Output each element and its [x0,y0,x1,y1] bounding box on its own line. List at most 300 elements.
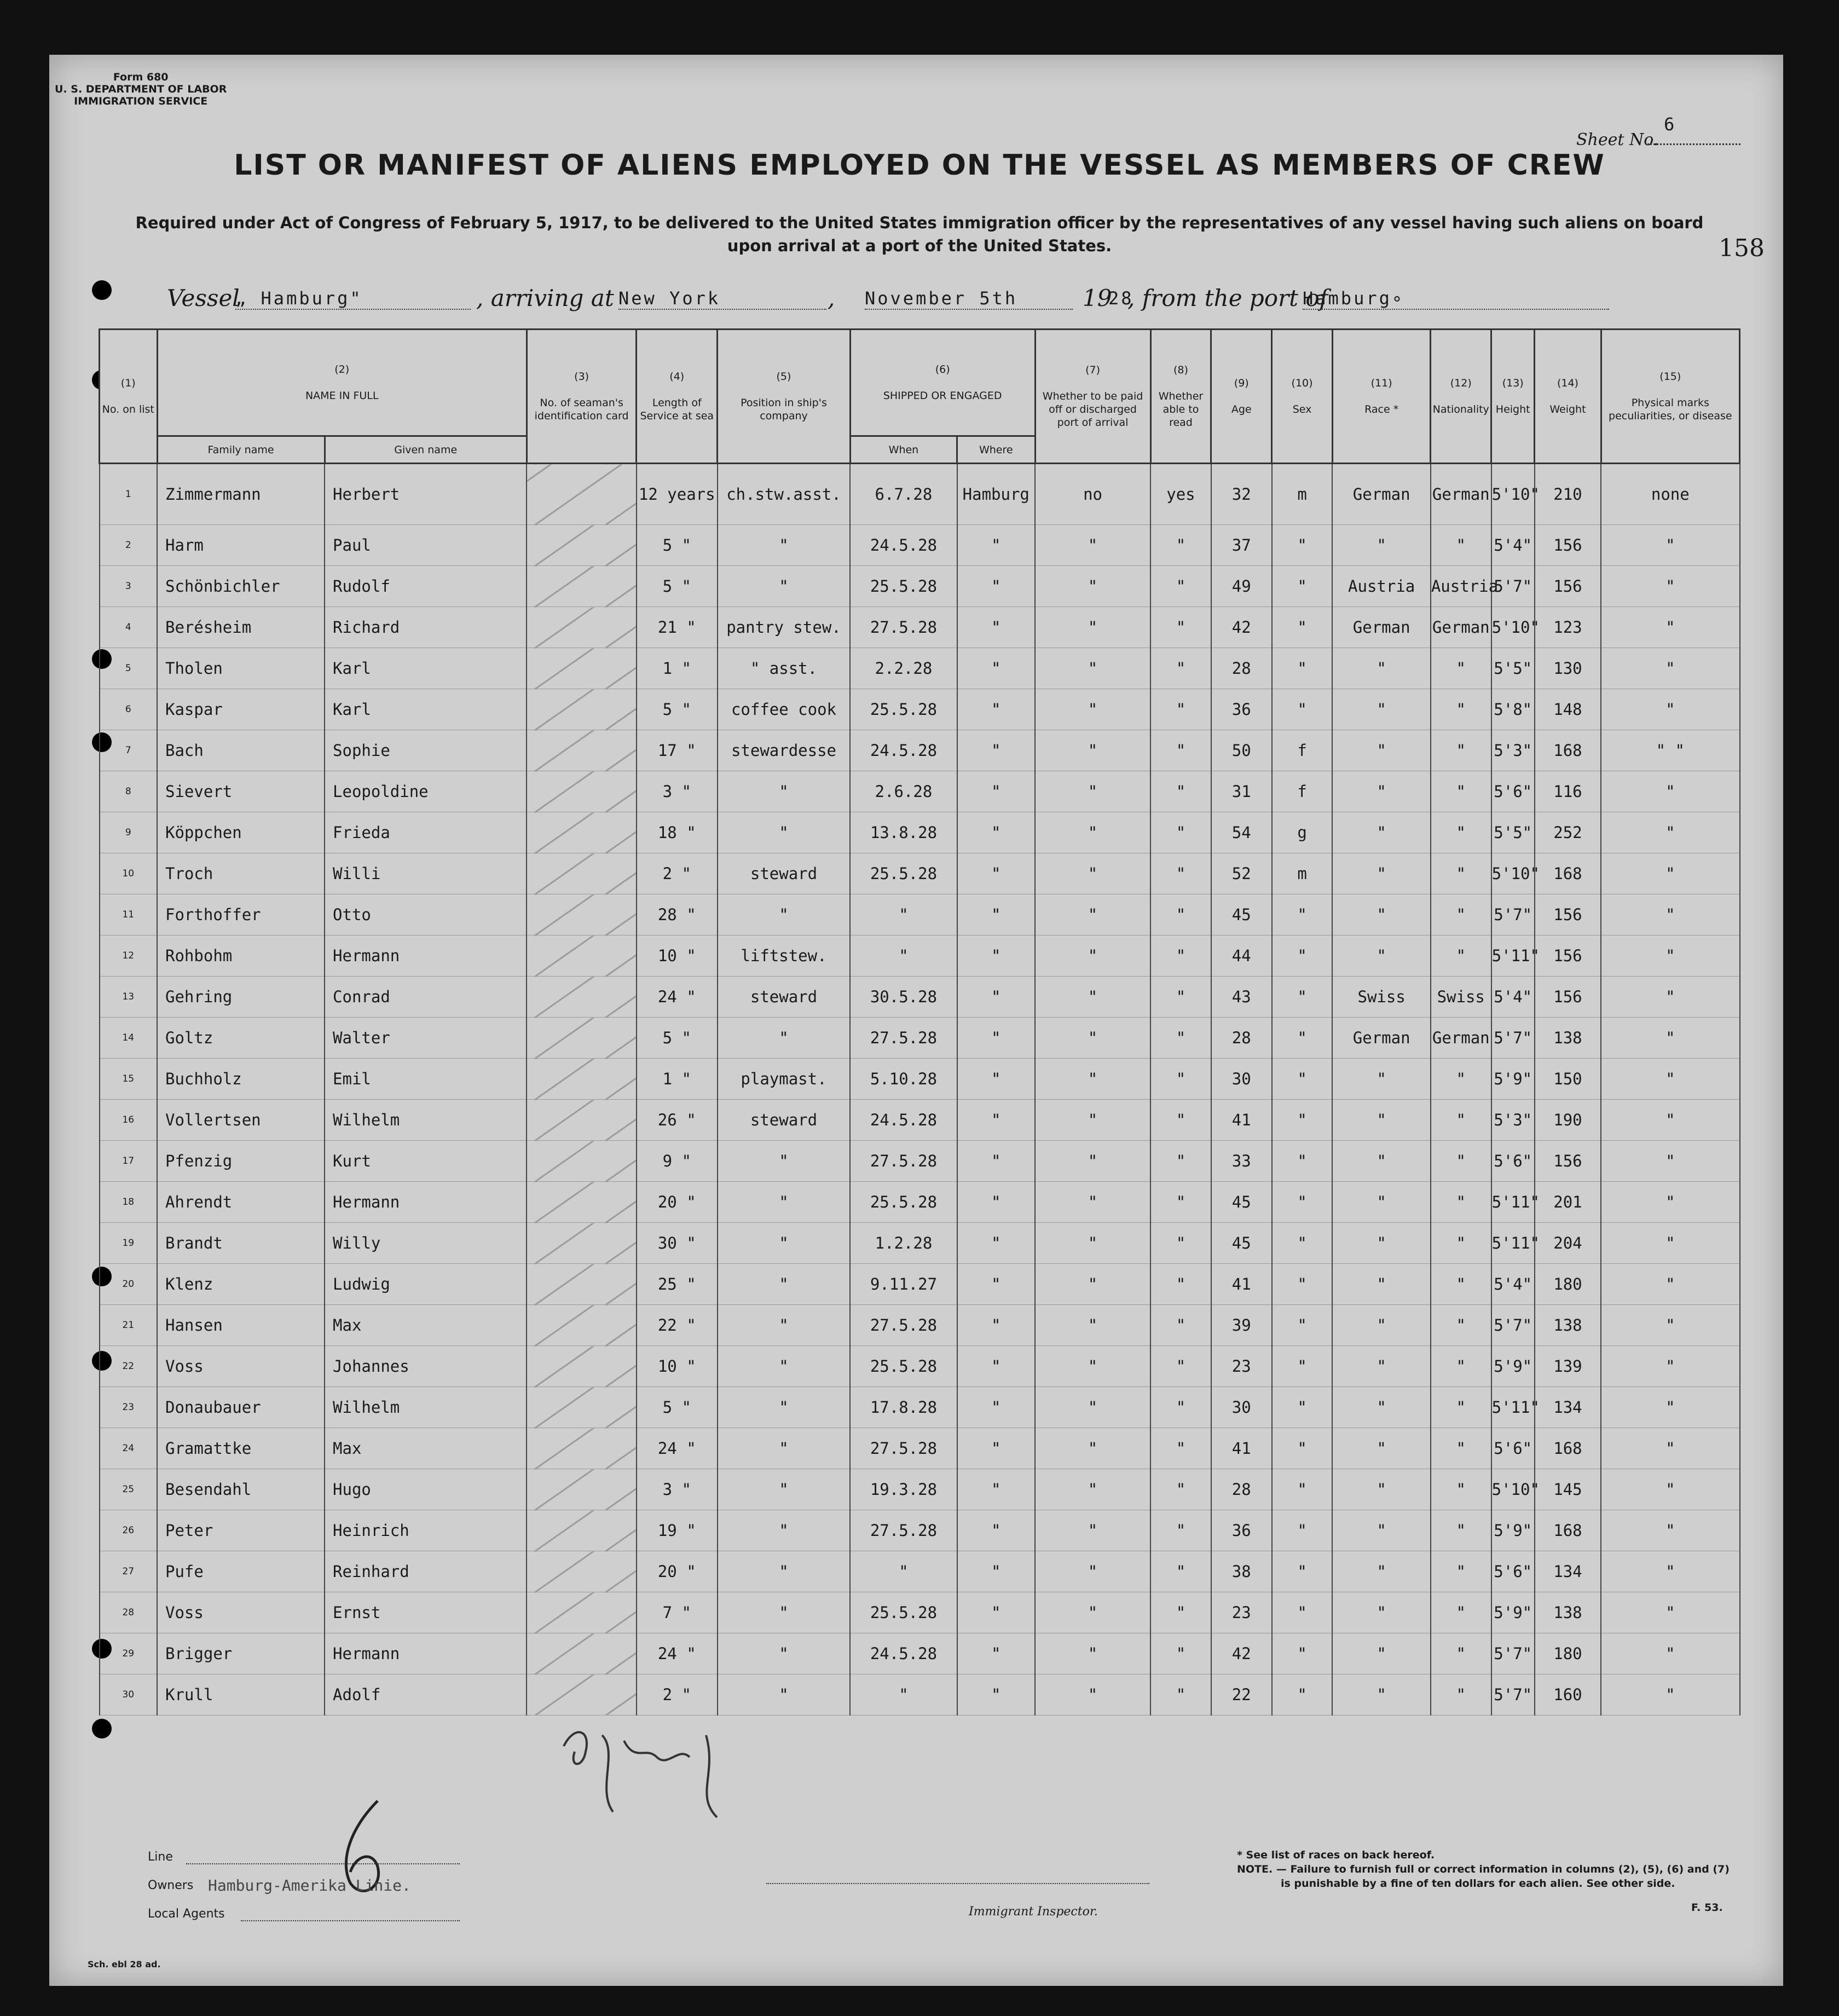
able-to-read-cell: " [1150,1387,1211,1428]
paid-off-cell: " [1035,1018,1150,1059]
header-given-name: Given name [325,436,527,464]
nationality-cell: German [1431,1018,1491,1059]
shipped-where-cell: " [957,1592,1035,1633]
weight-cell: 138 [1535,1592,1601,1633]
position-cell: steward [718,1100,851,1141]
nationality-cell: " [1431,1059,1491,1100]
paid-off-cell: " [1035,1469,1150,1510]
shipped-where-cell: " [957,1551,1035,1592]
height-cell: 5'6" [1491,1141,1535,1182]
given-name-cell: Karl [325,689,527,730]
able-to-read-cell: " [1150,1469,1211,1510]
weight-cell: 150 [1535,1059,1601,1100]
family-name-cell: Donaubauer [157,1387,325,1428]
position-cell: " [718,1018,851,1059]
service-length-cell: 9 " [637,1141,718,1182]
id-card-mark-cell [527,1469,637,1510]
family-name-cell: Bach [157,730,325,771]
header-shipped: (6) SHIPPED OR ENGAGED [850,330,1035,436]
table-row [100,566,1740,607]
able-to-read-cell: " [1150,1182,1211,1223]
service-length-cell: 24 " [637,1428,718,1469]
paid-off-cell: " [1035,648,1150,689]
shipped-where-cell: " [957,1387,1035,1428]
race-cell: " [1332,1592,1430,1633]
shipped-when-cell: 25.5.28 [850,1592,957,1633]
row-number-cell: 21 [100,1305,158,1346]
position-cell: " [718,771,851,812]
shipped-when-cell: 24.5.28 [850,730,957,771]
race-cell: " [1332,1633,1430,1674]
id-card-mark-cell [527,1018,637,1059]
physical-marks-cell: " [1601,1428,1739,1469]
physical-marks-cell: " [1601,935,1739,977]
id-card-mark-cell [527,1551,637,1592]
age-cell: 30 [1211,1059,1272,1100]
family-name-cell: Harm [157,525,325,566]
shipped-when-cell: 27.5.28 [850,1305,957,1346]
header-service: (4) Length of Service at sea [637,330,718,464]
sex-cell: " [1272,935,1333,977]
position-cell: stewardesse [718,730,851,771]
height-cell: 5'11" [1491,1182,1535,1223]
family-name-cell: Vollertsen [157,1100,325,1141]
shipped-when-cell: 19.3.28 [850,1469,957,1510]
sex-cell: f [1272,730,1333,771]
able-to-read-cell: " [1150,1428,1211,1469]
nationality-cell: German [1431,607,1491,648]
able-to-read-cell: " [1150,853,1211,894]
weight-cell: 204 [1535,1223,1601,1264]
race-cell: " [1332,894,1430,935]
race-cell: " [1332,1223,1430,1264]
shipped-where-cell: " [957,812,1035,853]
service-length-cell: 17 " [637,730,718,771]
row-number-cell: 3 [100,566,158,607]
family-name-cell: Krull [157,1674,325,1715]
race-cell: " [1332,1059,1430,1100]
nationality-cell: Austria [1431,566,1491,607]
row-number-cell: 26 [100,1510,158,1551]
race-cell: German [1332,1018,1430,1059]
paid-off-cell: " [1035,1141,1150,1182]
race-cell: " [1332,689,1430,730]
position-cell: " [718,566,851,607]
sheet-underline [1647,143,1740,145]
table-row [100,1469,1740,1510]
header-age: (9) Age [1211,330,1272,464]
nationality-cell: " [1431,1141,1491,1182]
row-number-cell: 28 [100,1592,158,1633]
paid-off-cell: " [1035,1182,1150,1223]
family-name-cell: Buchholz [157,1059,325,1100]
weight-cell: 180 [1535,1264,1601,1305]
height-cell: 5'5" [1491,812,1535,853]
able-to-read-cell: " [1150,1264,1211,1305]
nationality-cell: " [1431,1346,1491,1387]
paid-off-cell: " [1035,1305,1150,1346]
age-cell: 49 [1211,566,1272,607]
sex-cell: " [1272,566,1333,607]
able-to-read-cell: " [1150,1223,1211,1264]
sheet-label: Sheet No. [1576,130,1659,149]
age-cell: 54 [1211,812,1272,853]
physical-marks-cell: " [1601,1264,1739,1305]
race-cell: " [1332,1305,1430,1346]
position-cell: " [718,1674,851,1715]
height-cell: 5'11" [1491,1223,1535,1264]
able-to-read-cell: " [1150,812,1211,853]
id-card-mark-cell [527,812,637,853]
header-read: (8) Whether able to read [1150,330,1211,464]
physical-marks-cell: " [1601,1141,1739,1182]
row-number-cell: 20 [100,1264,158,1305]
family-name-cell: Klenz [157,1264,325,1305]
row-number-cell: 25 [100,1469,158,1510]
height-cell: 5'10" [1491,607,1535,648]
service-length-cell: 5 " [637,689,718,730]
able-to-read-cell: " [1150,1551,1211,1592]
line-field [186,1863,460,1864]
shipped-when-cell: 27.5.28 [850,1510,957,1551]
physical-marks-cell: " [1601,689,1739,730]
paid-off-cell: " [1035,1633,1150,1674]
shipped-where-cell: " [957,1674,1035,1715]
id-card-mark-cell [527,1387,637,1428]
given-name-cell: Hermann [325,1633,527,1674]
sex-cell: " [1272,1428,1333,1469]
sex-cell: f [1272,771,1333,812]
nationality-cell: " [1431,1305,1491,1346]
shipped-when-cell: 9.11.27 [850,1264,957,1305]
shipped-where-cell: Hamburg [957,464,1035,525]
family-name-cell: Ahrendt [157,1182,325,1223]
weight-cell: 156 [1535,525,1601,566]
paid-off-cell: " [1035,771,1150,812]
position-cell: " [718,1182,851,1223]
shipped-when-cell: 17.8.28 [850,1387,957,1428]
race-cell: " [1332,1674,1430,1715]
weight-cell: 148 [1535,689,1601,730]
table-row [100,648,1740,689]
able-to-read-cell: " [1150,1592,1211,1633]
service-length-cell: 10 " [637,935,718,977]
arriving-label: , arriving at [476,285,614,311]
id-card-mark-cell [527,1346,637,1387]
id-card-mark-cell [527,853,637,894]
age-cell: 37 [1211,525,1272,566]
shipped-when-cell: 1.2.28 [850,1223,957,1264]
position-cell: " [718,1469,851,1510]
paid-off-cell: " [1035,1100,1150,1141]
physical-marks-cell: " [1601,648,1739,689]
sex-cell: m [1272,464,1333,525]
shipped-when-cell: 25.5.28 [850,853,957,894]
row-number-cell: 19 [100,1223,158,1264]
table-row [100,1633,1740,1674]
age-cell: 41 [1211,1428,1272,1469]
physical-marks-cell: " [1601,1551,1739,1592]
position-cell: coffee cook [718,689,851,730]
shipped-where-cell: " [957,1305,1035,1346]
nationality-cell: Swiss [1431,977,1491,1018]
header-sex: (10) Sex [1272,330,1333,464]
given-name-cell: Sophie [325,730,527,771]
comma: , [828,285,835,311]
id-card-mark-cell [527,1305,637,1346]
race-cell: " [1332,771,1430,812]
position-cell: ch.stw.asst. [718,464,851,525]
row-number-cell: 8 [100,771,158,812]
race-cell: " [1332,935,1430,977]
table-row [100,1264,1740,1305]
service-length-cell: 1 " [637,1059,718,1100]
physical-marks-cell: " " [1601,730,1739,771]
id-card-mark-cell [527,730,637,771]
header-height: (13) Height [1491,330,1535,464]
weight-cell: 123 [1535,607,1601,648]
race-cell: " [1332,730,1430,771]
position-cell: " [718,1510,851,1551]
shipped-where-cell: " [957,1141,1035,1182]
height-cell: 5'10" [1491,1469,1535,1510]
position-cell: " [718,1305,851,1346]
family-name-cell: Tholen [157,648,325,689]
race-cell: Swiss [1332,977,1430,1018]
physical-marks-cell: " [1601,977,1739,1018]
nationality-cell: " [1431,1264,1491,1305]
table-row [100,1346,1740,1387]
position-cell: " [718,1141,851,1182]
table-row [100,1141,1740,1182]
nationality-cell: " [1431,812,1491,853]
agents-field [241,1920,460,1921]
family-name-cell: Forthoffer [157,894,325,935]
service-length-cell: 25 " [637,1264,718,1305]
table-row [100,1592,1740,1633]
row-number-cell: 18 [100,1182,158,1223]
sex-cell: " [1272,1141,1333,1182]
able-to-read-cell: " [1150,689,1211,730]
paid-off-cell: " [1035,525,1150,566]
family-name-cell: Zimmermann [157,464,325,525]
race-cell: " [1332,648,1430,689]
height-cell: 5'7" [1491,566,1535,607]
service: IMMIGRATION SERVICE [74,95,208,107]
year-suffix: 28 [1108,288,1134,309]
sex-cell: " [1272,1592,1333,1633]
table-row [100,1223,1740,1264]
height-cell: 5'9" [1491,1059,1535,1100]
weight-cell: 116 [1535,771,1601,812]
sex-cell: m [1272,853,1333,894]
family-name-cell: Kaspar [157,689,325,730]
paid-off-cell: " [1035,1059,1150,1100]
row-number-cell: 30 [100,1674,158,1715]
height-cell: 5'3" [1491,730,1535,771]
family-name-cell: Pufe [157,1551,325,1592]
age-cell: 28 [1211,1018,1272,1059]
weight-cell: 156 [1535,1141,1601,1182]
service-length-cell: 7 " [637,1592,718,1633]
paid-off-cell: " [1035,730,1150,771]
footer-line-label: Line [148,1850,173,1864]
shipped-where-cell: " [957,607,1035,648]
given-name-cell: Herbert [325,464,527,525]
age-cell: 39 [1211,1305,1272,1346]
service-length-cell: 28 " [637,894,718,935]
given-name-cell: Max [325,1428,527,1469]
table-row [100,730,1740,771]
row-number-cell: 7 [100,730,158,771]
physical-marks-cell: " [1601,1592,1739,1633]
nationality-cell: " [1431,689,1491,730]
given-name-cell: Heinrich [325,1510,527,1551]
physical-marks-cell: " [1601,1182,1739,1223]
sex-cell: " [1272,1059,1333,1100]
table-row [100,525,1740,566]
age-cell: 50 [1211,730,1272,771]
family-name-cell: Brandt [157,1223,325,1264]
position-cell: " [718,1551,851,1592]
height-cell: 5'10" [1491,853,1535,894]
physical-marks-cell: " [1601,771,1739,812]
position-cell: " [718,1387,851,1428]
age-cell: 28 [1211,648,1272,689]
able-to-read-cell: " [1150,607,1211,648]
shipped-when-cell: 25.5.28 [850,1182,957,1223]
shipped-when-cell: 2.2.28 [850,648,957,689]
footer-agents-label: Local Agents [148,1907,225,1921]
shipped-when-cell: " [850,935,957,977]
year-prefix: 19 [1083,285,1112,311]
family-name-cell: Schönbichler [157,566,325,607]
able-to-read-cell: " [1150,935,1211,977]
given-name-cell: Ludwig [325,1264,527,1305]
shipped-where-cell: " [957,894,1035,935]
table-row [100,1674,1740,1715]
nationality-cell: " [1431,1551,1491,1592]
id-card-mark-cell [527,935,637,977]
header-when: When [850,436,957,464]
id-card-mark-cell [527,1674,637,1715]
weight-cell: 252 [1535,812,1601,853]
position-cell: " [718,894,851,935]
id-card-mark-cell [527,1510,637,1551]
physical-marks-cell: " [1601,1018,1739,1059]
able-to-read-cell: " [1150,648,1211,689]
height-cell: 5'7" [1491,894,1535,935]
sex-cell: " [1272,689,1333,730]
subtitle-line-2: upon arrival at a port of the United States. [727,236,1112,255]
table-row [100,1018,1740,1059]
row-number-cell: 10 [100,853,158,894]
position-cell: " [718,1264,851,1305]
age-cell: 32 [1211,464,1272,525]
race-cell: " [1332,1141,1430,1182]
form-number: Form 680 [113,71,169,83]
sex-cell: " [1272,1100,1333,1141]
given-name-cell: Wilhelm [325,1387,527,1428]
shipped-where-cell: " [957,730,1035,771]
able-to-read-cell: " [1150,1059,1211,1100]
shipped-when-cell: 6.7.28 [850,464,957,525]
family-name-cell: Besendahl [157,1469,325,1510]
shipped-when-cell: " [850,1674,957,1715]
row-number-cell: 5 [100,648,158,689]
subtitle-line-1: Required under Act of Congress of February 5, 1917, to be delivered to the United States immigration officer by the representatives of any vessel having such aliens on board [135,213,1704,232]
weight-cell: 210 [1535,464,1601,525]
shipped-where-cell: " [957,1633,1035,1674]
service-length-cell: 22 " [637,1305,718,1346]
paid-off-cell: " [1035,1428,1150,1469]
paid-off-cell: " [1035,689,1150,730]
age-cell: 28 [1211,1469,1272,1510]
service-length-cell: 5 " [637,566,718,607]
shipped-when-cell: 5.10.28 [850,1059,957,1100]
shipped-when-cell: 24.5.28 [850,1633,957,1674]
height-cell: 5'5" [1491,648,1535,689]
service-length-cell: 20 " [637,1182,718,1223]
weight-cell: 156 [1535,977,1601,1018]
given-name-cell: Otto [325,894,527,935]
paid-off-cell: " [1035,1674,1150,1715]
table-row [100,1387,1740,1428]
family-name-cell: Goltz [157,1018,325,1059]
id-card-mark-cell [527,1223,637,1264]
service-length-cell: 10 " [637,1346,718,1387]
given-name-cell: Kurt [325,1141,527,1182]
weight-cell: 156 [1535,566,1601,607]
table-row [100,894,1740,935]
service-length-cell: 5 " [637,1018,718,1059]
id-card-mark-cell [527,977,637,1018]
table-row [100,1305,1740,1346]
shipped-when-cell: 25.5.28 [850,566,957,607]
vessel-name: „ Hamburg" [235,288,471,310]
age-cell: 45 [1211,894,1272,935]
nationality-cell: " [1431,771,1491,812]
form-reference: F. 53. [1691,1902,1723,1914]
service-length-cell: 21 " [637,607,718,648]
given-name-cell: Adolf [325,1674,527,1715]
able-to-read-cell: " [1150,525,1211,566]
table-row [100,853,1740,894]
from-port-label: , from the port of [1127,285,1328,311]
department: U. S. DEPARTMENT OF LABOR [55,83,227,95]
service-length-cell: 20 " [637,1551,718,1592]
service-length-cell: 26 " [637,1100,718,1141]
table-row [100,935,1740,977]
age-cell: 23 [1211,1592,1272,1633]
race-cell: " [1332,1100,1430,1141]
shipped-when-cell: 27.5.28 [850,1018,957,1059]
table-row [100,1428,1740,1469]
service-length-cell: 3 " [637,771,718,812]
id-card-mark-cell [527,1141,637,1182]
age-cell: 23 [1211,1346,1272,1387]
age-cell: 43 [1211,977,1272,1018]
given-name-cell: Conrad [325,977,527,1018]
family-name-cell: Hansen [157,1305,325,1346]
physical-marks-cell: " [1601,1674,1739,1715]
race-cell: " [1332,1551,1430,1592]
family-name-cell: Brigger [157,1633,325,1674]
given-name-cell: Walter [325,1018,527,1059]
able-to-read-cell: " [1150,1674,1211,1715]
given-name-cell: Paul [325,525,527,566]
paid-off-cell: " [1035,1223,1150,1264]
